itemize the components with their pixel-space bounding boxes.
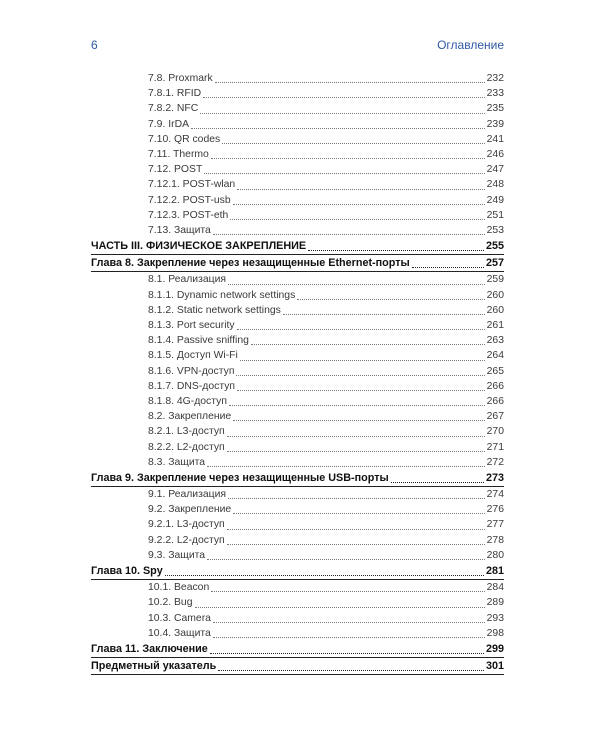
toc-entry-title: 8.3. Защита <box>148 456 206 468</box>
toc-entry-page: 251 <box>486 209 504 221</box>
toc-entry-title: 9.1. Реализация <box>148 489 227 501</box>
dot-leader <box>233 419 484 421</box>
toc-entry-page: 253 <box>486 224 504 236</box>
dot-leader <box>240 359 485 361</box>
toc-entry-title: 7.8. Proxmark <box>148 73 213 84</box>
toc-entry-page: 277 <box>486 519 504 531</box>
toc-entry-page: 267 <box>486 411 504 423</box>
toc-entry-title: 9.2.1. L3-доступ <box>148 519 225 531</box>
toc-entry-page: 260 <box>486 304 504 316</box>
toc-entry <box>91 272 504 287</box>
toc-entry-title: 8.2.2. L2-доступ <box>148 441 225 453</box>
toc-entry-title: 7.13. Защита <box>148 224 211 236</box>
toc-entry-title: 7.12. POST <box>148 164 203 176</box>
dot-leader <box>191 127 485 129</box>
dot-leader <box>222 142 484 144</box>
toc-entry-page: 264 <box>486 350 504 362</box>
toc-entry-title: 8.1.8. 4G-доступ <box>148 395 227 407</box>
toc-entry-title: Глава 11. Заключение <box>91 642 208 655</box>
dot-leader <box>213 233 485 235</box>
toc-entry-page: 273 <box>485 471 504 484</box>
toc-entry-page: 276 <box>486 504 504 516</box>
toc-entry-page: 232 <box>486 73 504 84</box>
toc-entry-page: 265 <box>486 365 504 377</box>
toc-entry-page: 233 <box>486 88 504 100</box>
toc-entry-page: 272 <box>486 456 504 468</box>
toc-entry <box>91 455 504 470</box>
dot-leader <box>308 249 484 251</box>
toc-entry-page: 255 <box>485 240 504 253</box>
toc-entry-title: 7.9. IrDA <box>148 118 189 130</box>
dot-leader <box>230 218 484 220</box>
toc-entry-title: 9.2. Закрепление <box>148 504 232 516</box>
toc-entry <box>91 288 504 303</box>
dot-leader <box>227 450 485 452</box>
dot-leader <box>207 465 485 467</box>
dot-leader <box>228 283 485 285</box>
dot-leader <box>227 528 485 530</box>
toc-entry <box>91 223 504 238</box>
toc-entry-page: 274 <box>486 489 504 501</box>
toc-entry <box>91 348 504 363</box>
running-title: Оглавление <box>437 38 504 52</box>
toc-entry <box>91 379 504 394</box>
toc-entry-page: 299 <box>485 642 504 655</box>
toc-entry-page: 239 <box>486 118 504 130</box>
toc-entry <box>91 193 504 208</box>
toc-entry-title: 9.3. Защита <box>148 549 206 561</box>
toc-entry-title: 8.2.1. L3-доступ <box>148 426 225 438</box>
toc-entry <box>91 626 504 641</box>
toc-entry-title: 8.1.7. DNS-доступ <box>148 380 236 392</box>
dot-leader <box>210 652 484 654</box>
dot-leader <box>251 343 485 345</box>
toc-entry <box>91 502 504 517</box>
toc-entry-title: Глава 8. Закрепление через незащищенные Ethernet-порты <box>91 257 410 270</box>
toc-heading-entry <box>91 470 504 487</box>
dot-leader <box>203 96 485 98</box>
toc-entry-title: 9.2.2. L2-доступ <box>148 534 225 546</box>
toc-entry <box>91 147 504 162</box>
toc-entry-page: 293 <box>486 612 504 624</box>
dot-leader <box>283 313 485 315</box>
dot-leader <box>236 374 484 376</box>
toc-entry-title: 7.12.2. POST-usb <box>148 194 231 206</box>
toc-entry <box>91 318 504 333</box>
dot-leader <box>213 621 485 623</box>
toc-entry-title: 10.1. Beacon <box>148 582 210 594</box>
toc-entry-page: 249 <box>486 194 504 206</box>
dot-leader <box>412 266 484 268</box>
toc-entry <box>91 533 504 548</box>
toc-heading-entry <box>91 255 504 272</box>
toc-entry-page: 270 <box>486 426 504 438</box>
toc-entry-title: 7.12.1. POST-wlan <box>148 179 236 191</box>
toc-entry-page: 248 <box>486 179 504 191</box>
dot-leader <box>237 389 485 391</box>
page-number: 6 <box>91 38 98 52</box>
dot-leader <box>237 188 484 190</box>
toc-entry <box>91 132 504 147</box>
dot-leader <box>227 543 485 545</box>
dot-leader <box>218 669 484 671</box>
toc-entry-title: ЧАСТЬ III. ФИЗИЧЕСКОЕ ЗАКРЕПЛЕНИЕ <box>91 240 307 253</box>
toc-entry <box>91 101 504 116</box>
toc-entry-page: 261 <box>486 320 504 331</box>
toc-entry-title: 8.2. Закрепление <box>148 411 232 423</box>
toc-entry <box>91 595 504 610</box>
dot-leader <box>207 558 485 560</box>
dot-leader <box>391 481 484 483</box>
toc-entry <box>91 303 504 318</box>
toc-heading-entry <box>91 658 504 675</box>
toc-entry <box>91 162 504 177</box>
toc-entry-page: 260 <box>486 289 504 301</box>
dot-leader <box>165 574 484 576</box>
toc-entry-page: 298 <box>486 627 504 639</box>
dot-leader <box>229 404 485 406</box>
toc-entry-page: 246 <box>486 148 504 160</box>
toc-entry <box>91 86 504 101</box>
toc-entry-title: Предметный указатель <box>91 660 217 673</box>
dot-leader <box>213 636 485 638</box>
toc-heading-entry <box>91 641 504 658</box>
toc-entry-title: 7.10. QR codes <box>148 133 221 145</box>
table-of-contents <box>91 71 504 675</box>
toc-entry-title: 8.1.1. Dynamic network settings <box>148 289 296 301</box>
dot-leader <box>215 81 485 83</box>
toc-entry-page: 281 <box>485 565 504 577</box>
dot-leader <box>211 590 484 592</box>
toc-entry-page: 257 <box>485 257 504 270</box>
toc-entry-title: 8.1.6. VPN-доступ <box>148 365 235 377</box>
toc-entry-title: 8.1.3. Port security <box>148 320 235 331</box>
dot-leader <box>233 203 485 205</box>
dot-leader <box>233 512 484 514</box>
toc-entry-title: 8.1.5. Доступ Wi-Fi <box>148 350 238 362</box>
page-header <box>91 38 504 56</box>
toc-entry-title: 10.2. Bug <box>148 597 193 609</box>
toc-entry-title: 7.11. Thermo <box>148 148 209 160</box>
toc-entry-page: 289 <box>486 597 504 609</box>
toc-entry-page: 235 <box>486 103 504 115</box>
toc-entry <box>91 177 504 192</box>
toc-entry-page: 263 <box>486 335 504 347</box>
dot-leader <box>204 172 484 174</box>
toc-entry-title: 10.4. Защита <box>148 627 211 639</box>
dot-leader <box>227 435 485 437</box>
toc-entry-page: 280 <box>486 549 504 561</box>
toc-entry <box>91 487 504 502</box>
toc-entry <box>91 364 504 379</box>
toc-entry <box>91 71 504 86</box>
toc-entry-title: 8.1.4. Passive sniffing <box>148 335 249 347</box>
toc-entry-title: Глава 10. Spy <box>91 565 163 577</box>
toc-entry <box>91 440 504 455</box>
dot-leader <box>237 328 485 330</box>
toc-entry-title: 7.12.3. POST-eth <box>148 209 229 221</box>
toc-entry-page: 284 <box>486 582 504 594</box>
toc-entry-page: 241 <box>486 133 504 145</box>
dot-leader <box>211 157 485 159</box>
toc-entry <box>91 424 504 439</box>
toc-entry <box>91 208 504 223</box>
toc-entry-title: 8.1.2. Static network settings <box>148 304 281 316</box>
toc-entry <box>91 117 504 132</box>
dot-leader <box>195 606 485 608</box>
toc-entry-page: 259 <box>486 274 504 286</box>
toc-entry-page: 266 <box>486 380 504 392</box>
toc-entry-title: 7.8.2. NFC <box>148 103 199 115</box>
toc-entry <box>91 611 504 626</box>
toc-entry-page: 247 <box>486 164 504 176</box>
toc-heading-entry <box>91 238 504 255</box>
toc-entry-page: 271 <box>486 441 504 453</box>
toc-entry-title: 10.3. Camera <box>148 612 211 624</box>
dot-leader <box>297 298 484 300</box>
toc-entry <box>91 333 504 348</box>
toc-entry <box>91 409 504 424</box>
toc-heading-entry <box>91 563 504 580</box>
toc-entry-title: 7.8.1. RFID <box>148 88 202 100</box>
toc-entry-title: 8.1. Реализация <box>148 274 227 286</box>
toc-entry <box>91 394 504 409</box>
dot-leader <box>228 497 485 499</box>
toc-entry <box>91 517 504 532</box>
toc-entry-page: 301 <box>485 660 504 673</box>
toc-entry-title: Глава 9. Закрепление через незащищенные USB-порты <box>91 471 389 484</box>
toc-entry <box>91 580 504 595</box>
dot-leader <box>200 112 484 114</box>
toc-entry <box>91 548 504 563</box>
toc-entry-page: 278 <box>486 534 504 546</box>
toc-entry-page: 266 <box>486 395 504 407</box>
